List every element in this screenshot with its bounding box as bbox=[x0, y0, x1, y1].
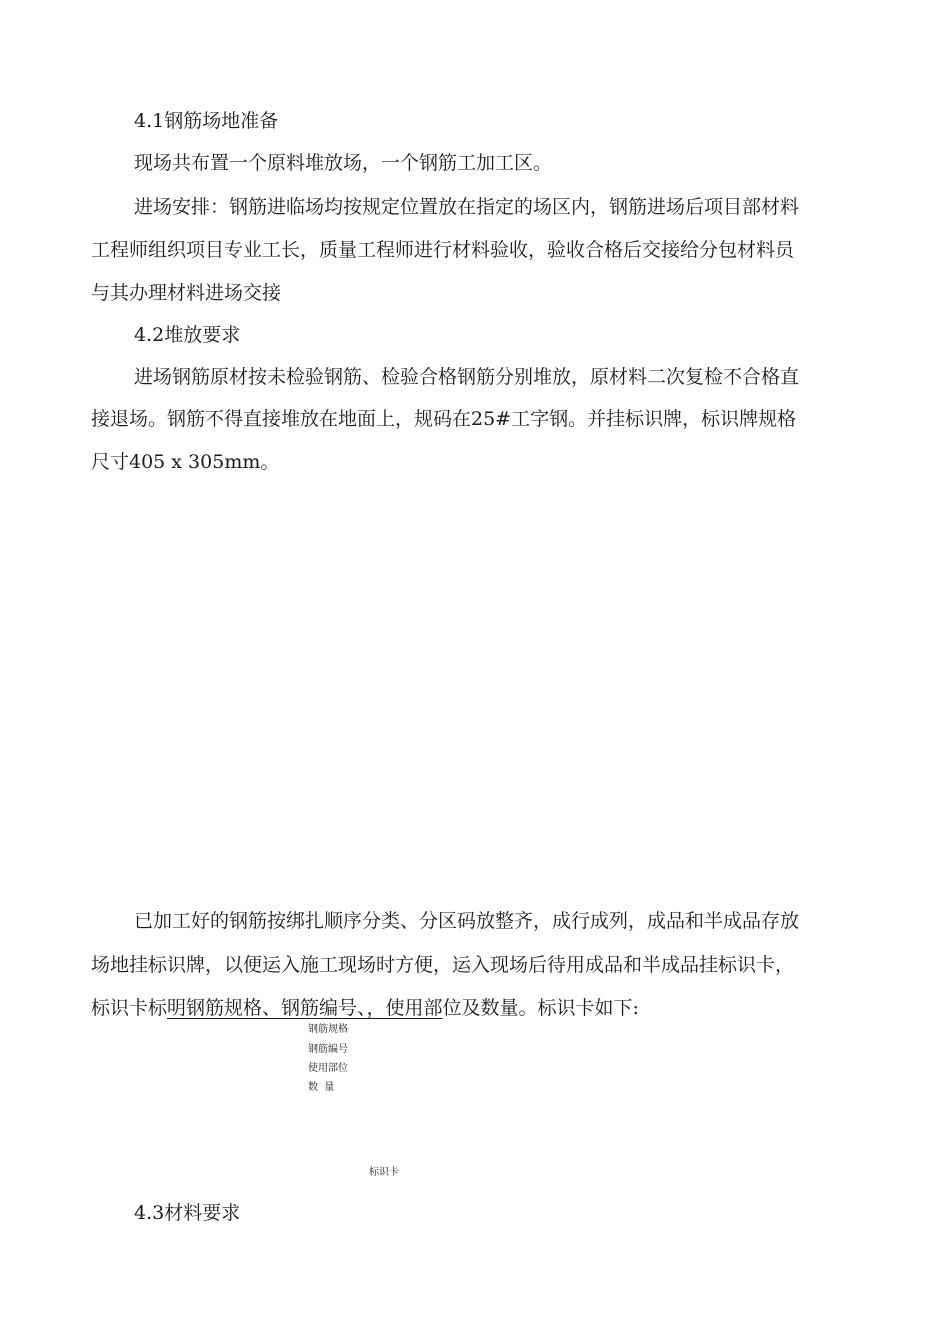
id-card-field-quantity: 数 量 bbox=[308, 1082, 335, 1093]
id-card-field-spec: 钢筋规格 bbox=[308, 1024, 348, 1035]
section-4-3-heading: 4.3材料要求 bbox=[134, 1202, 241, 1224]
section-4-2-heading: 4.2堆放要求 bbox=[134, 324, 241, 346]
id-card-field-location: 使用部位 bbox=[308, 1063, 348, 1074]
underlined-text: 明钢筋规格、钢筋编号、，使用部 bbox=[167, 997, 443, 1019]
section-4-1-heading: 4.1钢筋场地准备 bbox=[134, 110, 279, 132]
section-4-1-paragraph-2-line-2: 工程师组织项目专业工长，质量工程师进行材料验收，验收合格后交接给分包材料员 bbox=[91, 239, 795, 261]
section-4-2-paragraph-2-line-1: 已加工好的钢筋按绑扎顺序分类、分区码放整齐，成行成列，成品和半成品存放 bbox=[134, 910, 800, 932]
line-text-post: 位及数量。标识卡如下: bbox=[442, 997, 639, 1019]
id-card-field-number: 钢筋编号 bbox=[308, 1044, 348, 1055]
section-4-2-paragraph-2-line-2: 场地挂标识牌，以便运入施工现场时方便，运入现场后待用成品和半成品挂标识卡， bbox=[91, 954, 795, 976]
section-4-1-paragraph-1: 现场共布置一个原料堆放场，一个钢筋工加工区。 bbox=[134, 152, 553, 174]
section-4-2-paragraph-1-line-3: 尺寸405 x 305mm。 bbox=[91, 451, 280, 473]
section-4-1-paragraph-2-line-1: 进场安排：钢筋进临场均按规定位置放在指定的场区内，钢筋进场后项目部材料 bbox=[134, 196, 800, 218]
id-card-caption: 标识卡 bbox=[369, 1167, 399, 1178]
section-4-2-paragraph-1-line-1: 进场钢筋原材按未检验钢筋、检验合格钢筋分别堆放，原材料二次复检不合格直 bbox=[134, 366, 800, 388]
section-4-1-paragraph-2-line-3: 与其办理材料进场交接 bbox=[91, 282, 282, 304]
line-text-pre: 标识卡标 bbox=[91, 997, 168, 1019]
section-4-2-paragraph-1-line-2: 接退场。钢筋不得直接堆放在地面上，规码在25#工字钢。并挂标识牌，标识牌规格 bbox=[91, 408, 797, 430]
section-4-2-paragraph-2-line-3 bbox=[91, 999, 639, 1018]
